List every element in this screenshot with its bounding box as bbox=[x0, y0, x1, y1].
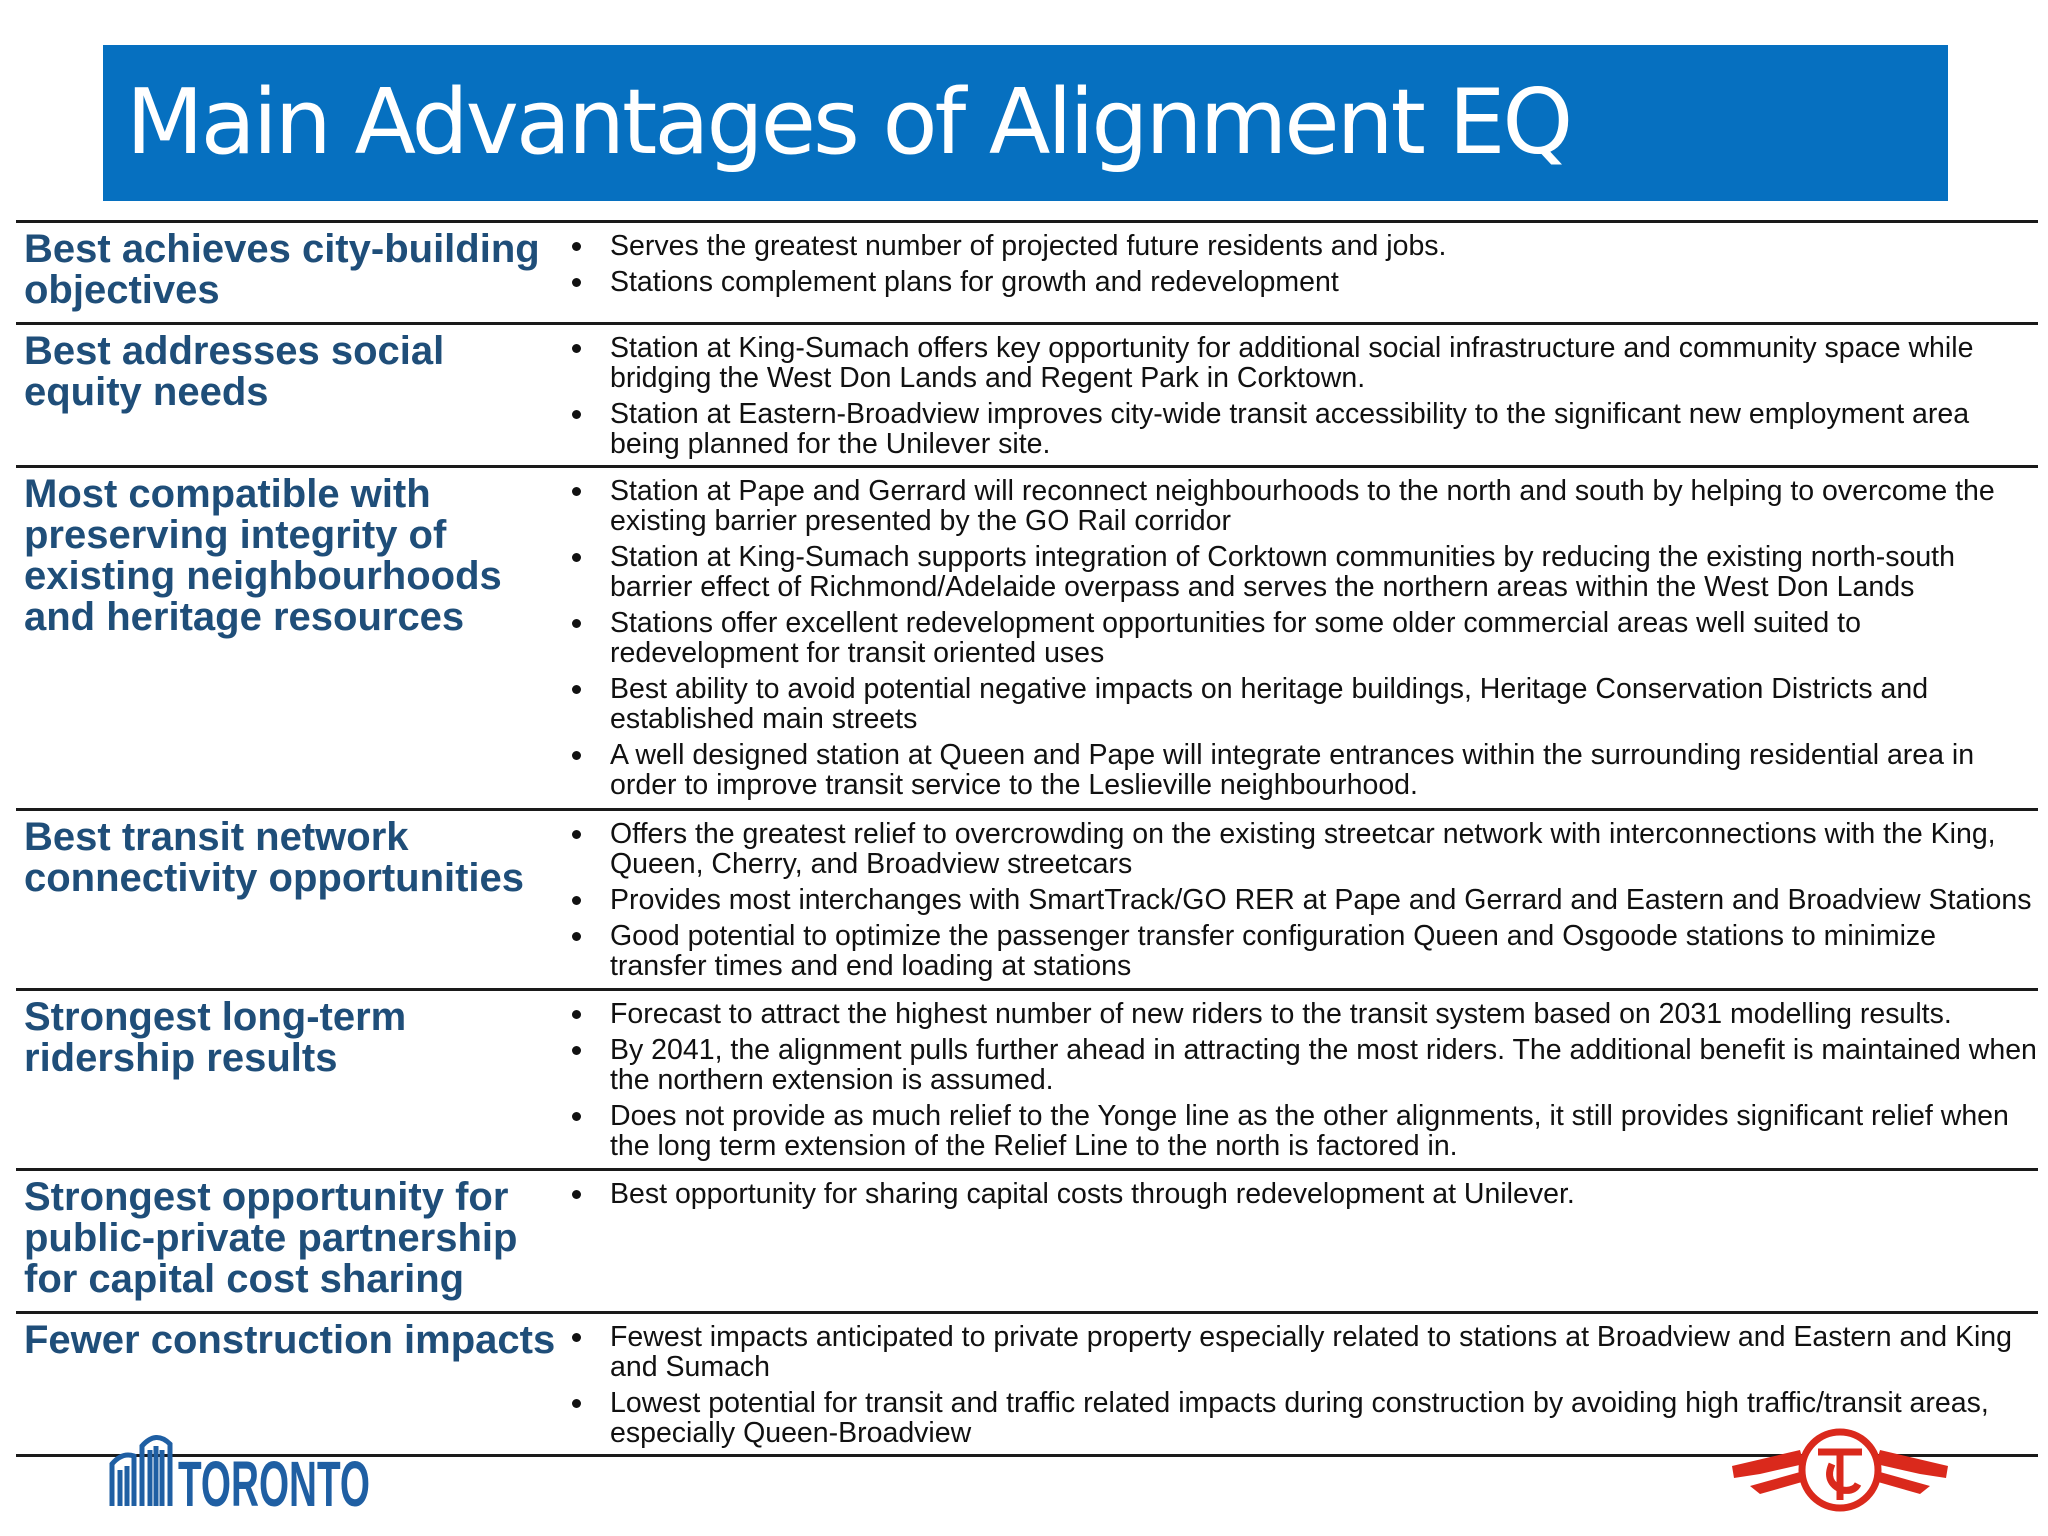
list-item: Does not provide as much relief to the Yonge line as the other alignments, it still provides significant relief when the long term extension of the Relief Line to the north is factored in. bbox=[562, 1101, 2038, 1161]
ttc-left-wing bbox=[1732, 1450, 1804, 1478]
city-hall-left-tower bbox=[112, 1455, 134, 1506]
list-item: Stations offer excellent redevelopment opportunities for some older commercial areas well suited to redevelopment for transit oriented uses bbox=[562, 608, 2038, 668]
table-row bbox=[16, 468, 2038, 811]
page-title: Main Advantages of Alignment EQ bbox=[126, 70, 1571, 175]
toronto-logo bbox=[108, 1426, 376, 1520]
list-item: Station at King-Sumach supports integration of Corktown communities by reducing the existing north-south barrier effect of Richmond/Adelaide overpass and serves the northern areas within the West Don Lands bbox=[562, 542, 2038, 602]
list-item: Station at Eastern-Broadview improves city-wide transit accessibility to the significant new employment area being planned for the Unilever site. bbox=[562, 399, 2038, 459]
table-row bbox=[16, 1171, 2038, 1314]
ttc-logo bbox=[1730, 1424, 1950, 1519]
ttc-right-stripe bbox=[1878, 1472, 1930, 1494]
title-bar bbox=[103, 45, 1948, 201]
row-category: Fewer construction impacts bbox=[24, 1318, 556, 1362]
table-row bbox=[16, 991, 2038, 1171]
list-item: Best opportunity for sharing capital costs through redevelopment at Unilever. bbox=[562, 1179, 2038, 1209]
ttc-left-stripe bbox=[1750, 1472, 1802, 1494]
list-item: Best ability to avoid potential negative impacts on heritage buildings, Heritage Conservation Districts and established main streets bbox=[562, 674, 2038, 734]
toronto-logo-icon bbox=[108, 1426, 376, 1520]
advantages-table bbox=[16, 220, 2038, 1457]
table-row bbox=[16, 223, 2038, 325]
row-items bbox=[562, 223, 2038, 322]
list-item: A well designed station at Queen and Pape will integrate entrances within the surrounding residential area in order to improve transit service to the Leslieville neighbourhood. bbox=[562, 740, 2038, 800]
row-category: Most compatible with preserving integrity of existing neighbourhoods and heritage resources bbox=[24, 472, 502, 639]
table-row bbox=[16, 325, 2038, 468]
list-item: Station at King-Sumach offers key opportunity for additional social infrastructure and community space while bridging the West Don Lands and Regent Park in Corktown. bbox=[562, 333, 2038, 393]
row-category: Best addresses social equity needs bbox=[24, 329, 445, 414]
list-item: Lowest potential for transit and traffic related impacts during construction by avoiding high traffic/transit areas, especially Queen-Broadview bbox=[562, 1388, 2038, 1448]
row-items bbox=[562, 325, 2038, 465]
list-item: Serves the greatest number of projected future residents and jobs. bbox=[562, 231, 2038, 261]
list-item: Stations complement plans for growth and redevelopment bbox=[562, 267, 2038, 297]
city-hall-icon bbox=[112, 1437, 170, 1506]
row-category: Best transit network connectivity opportunities bbox=[24, 815, 525, 900]
toronto-wordmark: TORONTO bbox=[178, 1448, 370, 1520]
list-item: Offers the greatest relief to overcrowding on the existing streetcar network with interconnections with the King, Queen, Cherry, and Broadview streetcars bbox=[562, 819, 2038, 879]
row-items bbox=[562, 991, 2038, 1168]
row-items bbox=[562, 1171, 2038, 1311]
list-item: Station at Pape and Gerrard will reconnect neighbourhoods to the north and south by helping to overcome the existing barrier presented by the GO Rail corridor bbox=[562, 476, 2038, 536]
row-category: Strongest long-term ridership results bbox=[24, 995, 407, 1080]
list-item: Good potential to optimize the passenger transfer configuration Queen and Osgoode stations to minimize transfer times and end loading at stations bbox=[562, 921, 2038, 981]
ttc-logo-icon bbox=[1730, 1424, 1950, 1514]
list-item: By 2041, the alignment pulls further ahead in attracting the most riders. The additional benefit is maintained when the northern extension is assumed. bbox=[562, 1035, 2038, 1095]
list-item: Forecast to attract the highest number of new riders to the transit system based on 2031 modelling results. bbox=[562, 999, 2038, 1029]
row-category: Strongest opportunity for public-private partnership for capital cost sharing bbox=[24, 1175, 518, 1301]
list-item: Fewest impacts anticipated to private property especially related to stations at Broadview and Eastern and King and Sumach bbox=[562, 1322, 2038, 1382]
table-row bbox=[16, 811, 2038, 991]
row-items bbox=[562, 468, 2038, 808]
list-item: Provides most interchanges with SmartTrack/GO RER at Pape and Gerrard and Eastern and Broadview Stations bbox=[562, 885, 2038, 915]
ttc-right-wing bbox=[1876, 1450, 1948, 1478]
row-items bbox=[562, 811, 2038, 988]
row-category: Best achieves city-building objectives bbox=[24, 227, 540, 312]
